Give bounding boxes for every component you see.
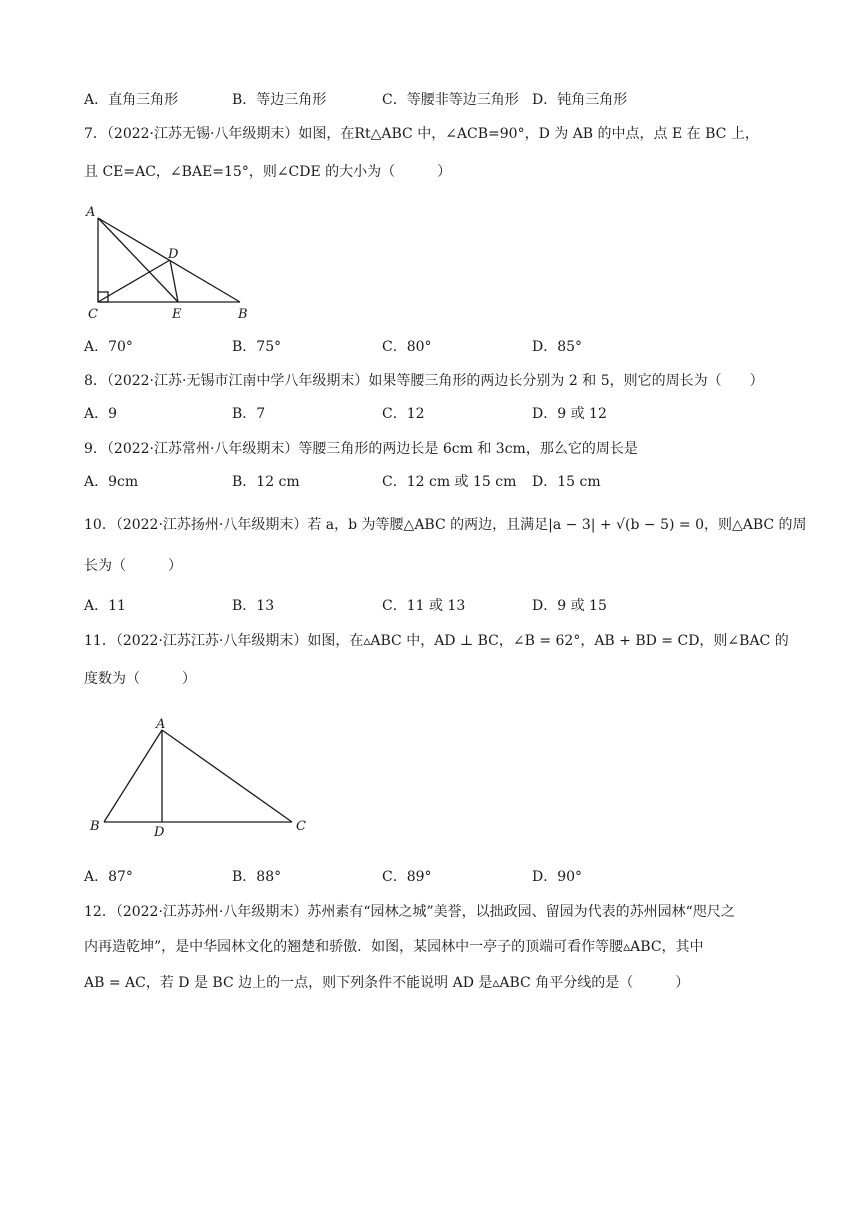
option-c: C．11 或 13 bbox=[382, 598, 466, 614]
segment-cd bbox=[98, 260, 170, 302]
q12-stem-line2: 内再造乾坤”，是中华园林文化的翘楚和骄傲．如图，某园林中一亭子的顶端可看作等腰▵ABC，其中 bbox=[84, 939, 704, 955]
option-c: C．12 bbox=[382, 406, 425, 422]
q10-stem-line2: 长为（ ） bbox=[84, 558, 182, 574]
label-c: C bbox=[296, 819, 306, 834]
label-b: B bbox=[238, 307, 248, 322]
q11-stem-line1: 11．（2022·江苏江苏·八年级期末）如图，在▵ABC 中，AD ⊥ BC，∠B = 62°，AB + BD = CD，则∠BAC 的 bbox=[84, 633, 789, 649]
label-c: C bbox=[88, 307, 98, 322]
segment-ab bbox=[104, 730, 162, 822]
q7-figure bbox=[82, 202, 262, 324]
q11-figure bbox=[86, 716, 322, 840]
label-a: A bbox=[156, 717, 166, 732]
label-b: B bbox=[90, 819, 100, 834]
q7-options bbox=[84, 337, 784, 357]
option-c: C．89° bbox=[382, 869, 432, 885]
option-a: A．87° bbox=[84, 869, 133, 885]
option-b: B．75° bbox=[232, 339, 282, 355]
option-b: B．88° bbox=[232, 869, 282, 885]
q7-stem-line1: 7．（2022·江苏无锡·八年级期末）如图，在Rt△ABC 中，∠ACB=90°，D 为 AB 的中点，点 E 在 BC 上， bbox=[84, 126, 759, 142]
label-d: D bbox=[168, 247, 179, 262]
option-b: B．12 cm bbox=[232, 474, 300, 490]
q8-options bbox=[84, 404, 784, 424]
q10-stem-line1: 10．（2022·江苏扬州·八年级期末）若 a，b 为等腰△ABC 的两边，且满足|a − 3| + √(b − 5) = 0，则△ABC 的周 bbox=[84, 517, 807, 533]
option-d: D．15 cm bbox=[532, 474, 601, 490]
option-c: C．12 cm 或 15 cm bbox=[382, 474, 517, 490]
q6-options bbox=[84, 90, 784, 110]
option-a: A．11 bbox=[84, 598, 126, 614]
segment-ac bbox=[162, 730, 292, 822]
q8-stem: 8．（2022·江苏·无锡市江南中学八年级期末）如果等腰三角形的两边长分别为 2 和 5，则它的周长为（ ） bbox=[84, 373, 764, 389]
segment-ae bbox=[98, 218, 178, 302]
q12-stem-line1: 12．（2022·江苏苏州·八年级期末）苏州素有“园林之城”美誉，以拙政园、留园为代表的苏州园林“咫尺之 bbox=[84, 904, 735, 920]
q7-stem-line2: 且 CE=AC，∠BAE=15°，则∠CDE 的大小为（ ） bbox=[84, 164, 452, 180]
option-c: C．80° bbox=[382, 339, 432, 355]
option-b: B．7 bbox=[232, 406, 266, 422]
label-a: A bbox=[86, 205, 96, 220]
option-d: D．90° bbox=[532, 869, 583, 885]
label-e: E bbox=[172, 307, 182, 322]
option-d: D．9 或 12 bbox=[532, 406, 607, 422]
q11-options bbox=[84, 867, 784, 887]
q9-stem: 9．（2022·江苏常州·八年级期末）等腰三角形的两边长是 6cm 和 3cm，那么它的周长是 bbox=[84, 441, 638, 457]
q9-options bbox=[84, 472, 784, 492]
option-d: D．9 或 15 bbox=[532, 598, 607, 614]
q10-options bbox=[84, 596, 784, 616]
option-c: C．等腰非等边三角形 bbox=[382, 92, 519, 108]
q11-stem-line2: 度数为（ ） bbox=[84, 671, 196, 687]
q12-stem-line3: AB = AC，若 D 是 BC 边上的一点，则下列条件不能说明 AD 是▵ABC 角平分线的是（ ） bbox=[84, 975, 690, 991]
option-b: B．等边三角形 bbox=[232, 92, 327, 108]
option-a: A．9 bbox=[84, 406, 118, 422]
option-d: D．85° bbox=[532, 339, 583, 355]
option-d: D．钝角三角形 bbox=[532, 92, 628, 108]
option-a: A．9cm bbox=[84, 474, 139, 490]
label-d: D bbox=[154, 825, 165, 840]
option-b: B．13 bbox=[232, 598, 275, 614]
option-a: A．70° bbox=[84, 339, 133, 355]
option-a: A．直角三角形 bbox=[84, 92, 179, 108]
